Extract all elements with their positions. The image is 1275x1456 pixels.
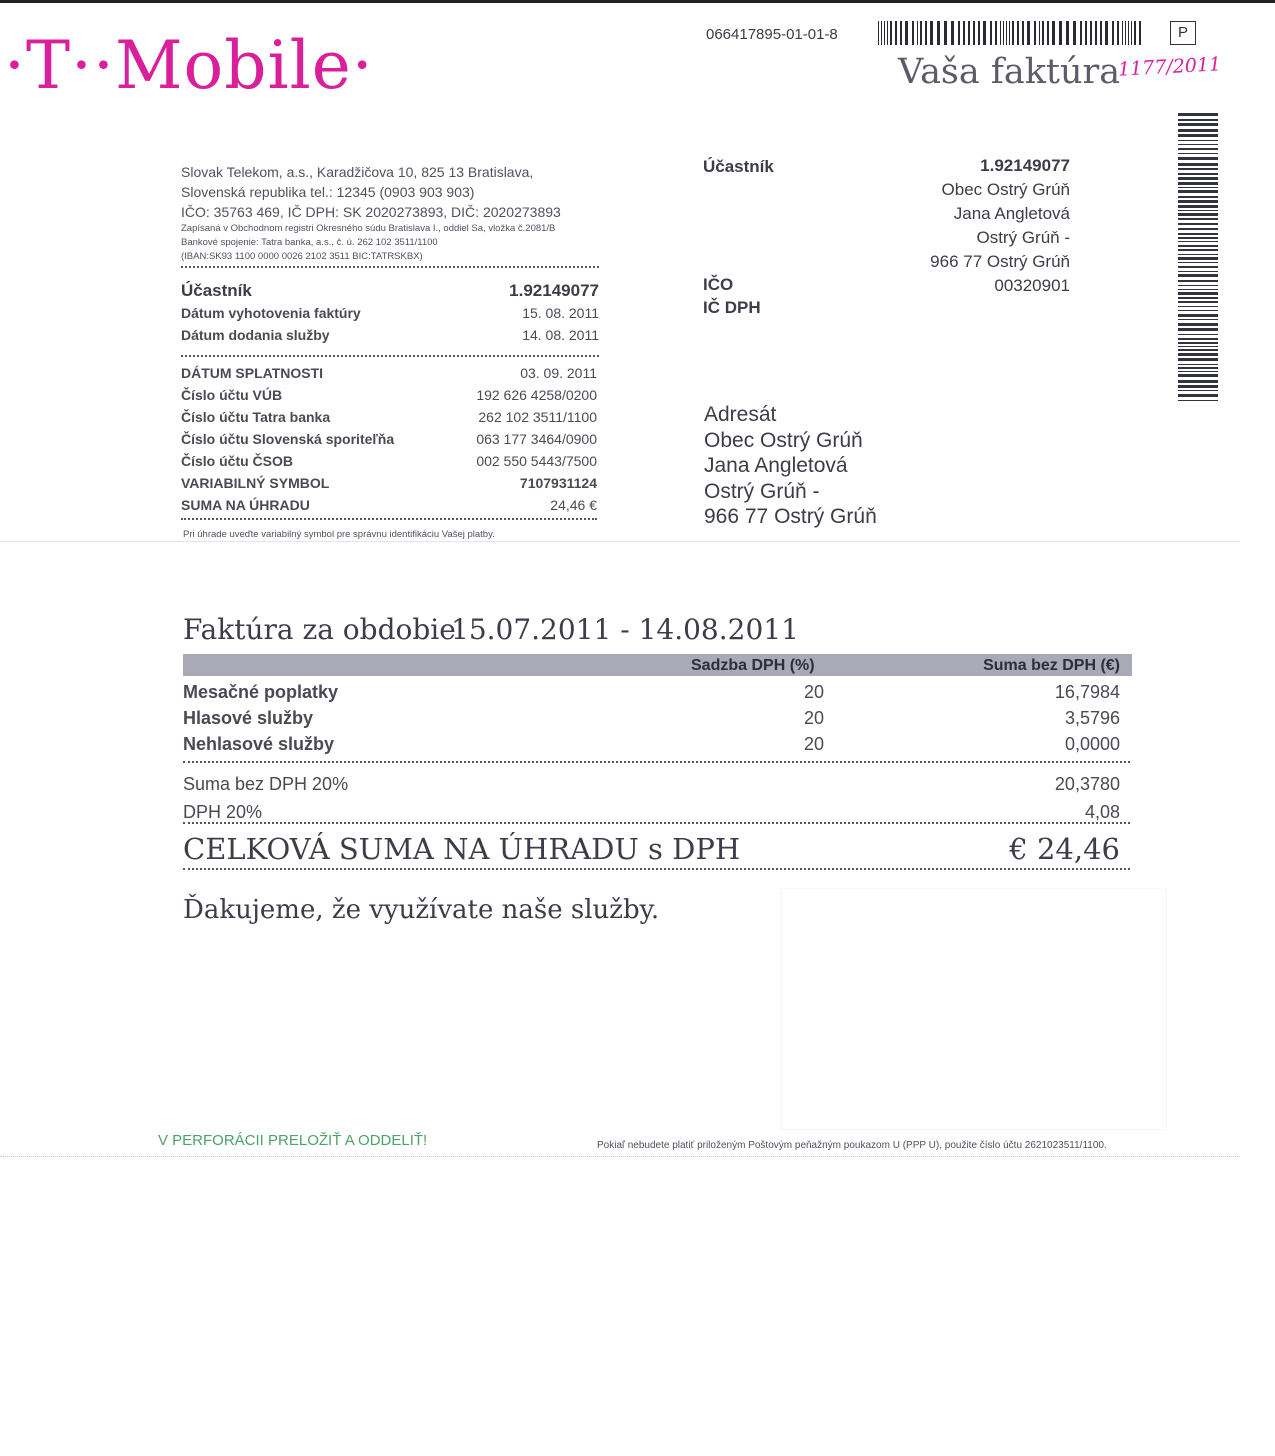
company-line-6: (IBAN:SK93 1100 0000 0026 2102 3511 BIC:TATRSKBX)	[181, 251, 423, 262]
invoice-items	[183, 679, 1120, 759]
customer-address-line: 966 77 Ostrý Grúň	[930, 252, 1070, 271]
t-mobile-logo: ·T··Mobile·	[4, 27, 374, 104]
customer-details	[880, 154, 1070, 298]
item-rate: 20	[804, 708, 825, 728]
item-name: Mesačné poplatky	[183, 682, 339, 702]
account-vub-value: 192 626 4258/0200	[476, 387, 597, 403]
account-vub-label: Číslo účtu VÚB	[181, 387, 283, 403]
stamp-area	[780, 888, 1167, 1130]
top-edge	[0, 0, 1275, 3]
delivery-date-label: Dátum dodania služby	[181, 327, 330, 343]
addressee-line: Ostrý Grúň -	[704, 479, 820, 503]
payment-block	[181, 362, 597, 522]
account-tatra-label: Číslo účtu Tatra banka	[181, 409, 331, 425]
item-sum: 0,0000	[1064, 734, 1120, 754]
company-line-4: Zapísaná v Obchodnom registri Okresného súdu Bratislava I., oddiel Sa, vložka č.2081/B	[181, 223, 556, 234]
account-slsp-value: 063 177 3464/0900	[476, 431, 597, 447]
document-number: 066417895-01-01-8	[706, 26, 838, 43]
addressee-label: Adresát	[704, 403, 777, 426]
divider	[181, 518, 597, 520]
divider	[183, 761, 1130, 763]
subtotal-value: 20,3780	[1054, 774, 1120, 794]
company-line-5: Bankové spojenie: Tatra banka, a.s., č. ú. 262 102 3511/1100	[181, 237, 438, 248]
due-date-value: 03. 09. 2011	[520, 365, 597, 381]
item-rate: 20	[804, 734, 825, 754]
due-date-label: DÁTUM SPLATNOSTI	[181, 365, 324, 381]
table-row	[183, 679, 1120, 705]
customer-ico-value: 00320901	[994, 276, 1070, 295]
summary-block	[181, 266, 599, 343]
issue-date-label: Dátum vyhotovenia faktúry	[181, 305, 361, 321]
customer-participant-label: Účastník	[703, 157, 774, 176]
period-value: 15.07.2011 - 14.08.2011	[451, 613, 799, 646]
variable-symbol-label: VARIABILNÝ SYMBOL	[181, 475, 330, 491]
addressee-block	[704, 402, 877, 530]
subtotal-row	[183, 771, 1120, 797]
company-line-1: Slovak Telekom, a.s., Karadžičova 10, 825 13 Bratislava,	[181, 164, 534, 180]
addressee-line: Obec Ostrý Grúň	[704, 428, 863, 452]
table-header	[183, 654, 1132, 676]
total-value: € 24,46	[1009, 832, 1120, 866]
participant-label: Účastník	[181, 281, 252, 300]
divider	[183, 822, 1130, 824]
addressee-line: Jana Angletová	[704, 454, 848, 477]
customer-address-line: Jana Angletová	[953, 204, 1070, 223]
issue-date-value: 15. 08. 2011	[522, 305, 599, 321]
participant-value: 1.92149077	[509, 281, 599, 300]
item-sum: 3,5796	[1064, 708, 1120, 728]
invoice-title: Vaša faktúra	[898, 52, 1121, 92]
customer-address-line: Obec Ostrý Grúň	[941, 180, 1070, 199]
account-csob-value: 002 550 5443/7500	[476, 453, 597, 469]
table-row	[183, 705, 1120, 731]
col-rate-header: Sadzba DPH (%)	[691, 657, 815, 674]
divider	[183, 868, 1130, 870]
customer-participant-value: 1.92149077	[980, 156, 1070, 175]
ico-label: IČO	[703, 275, 734, 294]
footer-note: Pokiaľ nebudete platiť priloženým Poštovým peňažným poukazom U (PPP U), použite číslo účtu 2621023511/1100.	[597, 1140, 1107, 1151]
table-row	[183, 731, 1120, 757]
vat-value: 4,08	[1084, 802, 1120, 822]
account-tatra-value: 262 102 3511/1100	[478, 409, 597, 425]
subtotal-label: Suma bez DPH 20%	[183, 774, 349, 794]
perforation-note: V PERFORÁCII PRELOŽIŤ A ODDELIŤ!	[158, 1132, 428, 1149]
thanks-text: Ďakujeme, že využívate naše služby.	[183, 895, 660, 925]
divider	[181, 266, 599, 268]
addressee-line: 966 77 Ostrý Grúň	[704, 505, 877, 528]
handwritten-number: 1177/2011	[1117, 53, 1222, 81]
account-slsp-label: Číslo účtu Slovenská sporiteľňa	[181, 431, 395, 447]
col-sum-header: Suma bez DPH (€)	[983, 657, 1120, 674]
variable-symbol-value: 7107931124	[519, 475, 597, 491]
item-name: Hlasové služby	[183, 708, 314, 728]
icdph-label: IČ DPH	[703, 298, 761, 317]
item-sum: 16,7984	[1054, 682, 1120, 702]
account-csob-label: Číslo účtu ČSOB	[181, 453, 294, 469]
customer-address-line: Ostrý Grúň -	[976, 228, 1070, 247]
divider	[181, 355, 599, 357]
item-rate: 20	[804, 682, 825, 702]
item-name: Nehlasové služby	[183, 734, 335, 754]
delivery-date-value: 14. 08. 2011	[522, 327, 599, 343]
letter-box: P	[1170, 21, 1196, 45]
barcode-top	[878, 21, 1144, 45]
barcode-vertical	[1178, 113, 1218, 405]
perforation-line	[0, 1156, 1240, 1157]
period-label: Faktúra za obdobie	[183, 613, 456, 646]
payment-note: Pri úhrade uveďte variabilný symbol pre správnu identifikáciu Vašej platby.	[183, 529, 495, 540]
fold-line	[0, 541, 1240, 542]
amount-due-label: SUMA NA ÚHRADU	[181, 497, 310, 513]
amount-due-value: 24,46 €	[550, 497, 597, 513]
vat-label: DPH 20%	[183, 802, 263, 822]
company-line-3: IČO: 35763 469, IČ DPH: SK 2020273893, DIČ: 2020273893	[181, 204, 561, 220]
total-row	[183, 829, 1120, 869]
total-label: CELKOVÁ SUMA NA ÚHRADU s DPH	[183, 832, 741, 866]
company-line-2: Slovenská republika tel.: 12345 (0903 903 903)	[181, 184, 475, 200]
company-info	[181, 162, 601, 264]
